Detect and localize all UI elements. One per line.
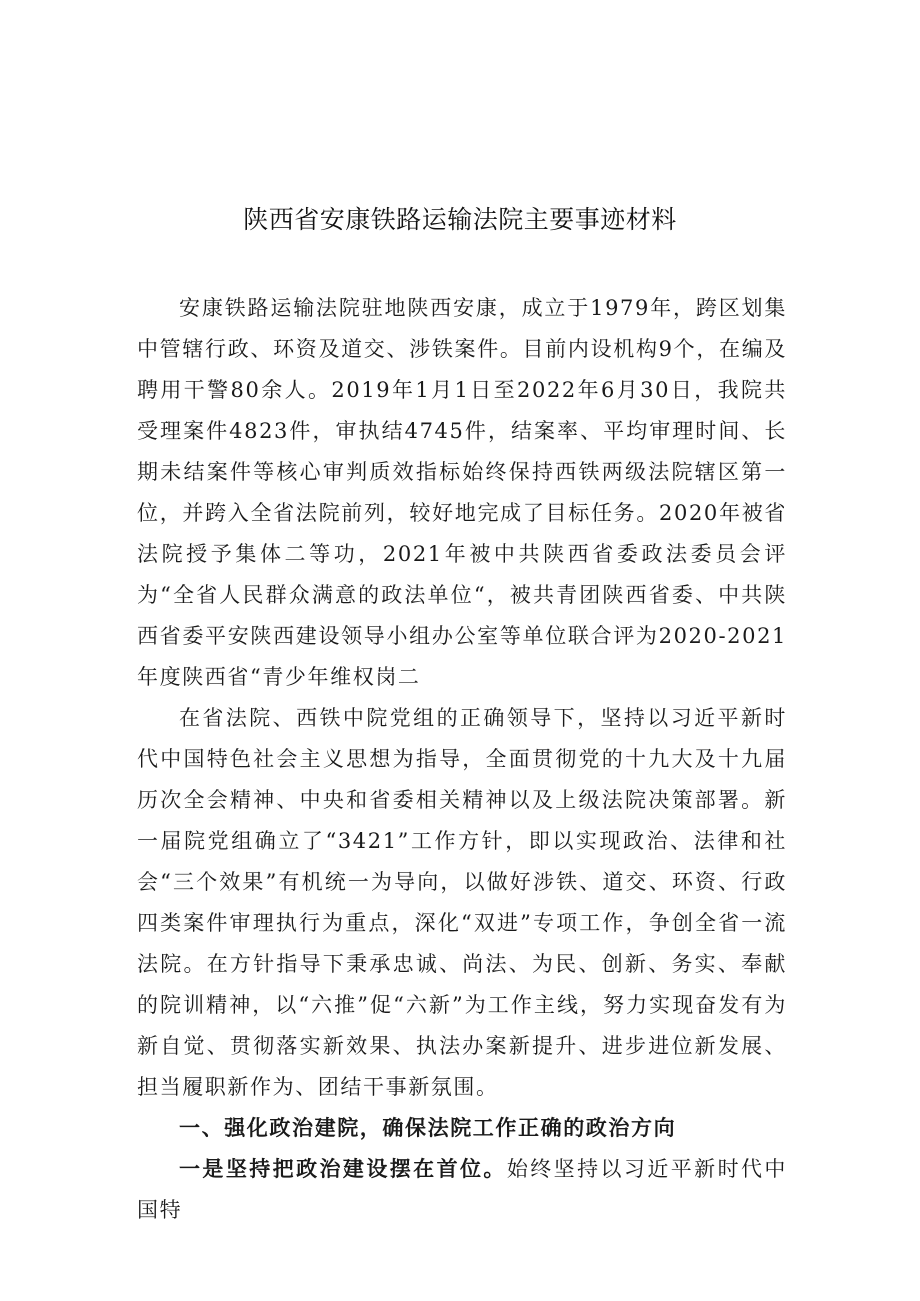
paragraph-text: 始终坚持以习近平新时代中国特 (137, 1157, 787, 1222)
paragraph-work-policy: 在省法院、西铁中院党组的正确领导下，坚持以习近平新时代中国特色社会主义思想为指导，全面贯彻党的十九大及十九届历次全会精神、中央和省委相关精神以及上级法院决策部署。新一届院党组确立了“3421”工作方针，即以实现政治、法律和社会“三个效果”有机统一为导向，以做好涉铁、道交、环资、行政四类案件审理执行为重点，深化“双进”专项工作，争创全省一流法院。在方针指导下秉承忠诚、尚法、为民、创新、务实、奉献的院训精神，以“六推”促“六新”为工作主线，努力实现奋发有为新自觉、贯彻落实新效果、执法办案新提升、进步进位新发展、担当履职新作为、团结干事新氛围。 (137, 706, 787, 1099)
document-body (137, 288, 787, 1231)
document-title: 陕西省安康铁路运输法院主要事迹材料 (243, 205, 677, 234)
paragraph-political-construction (137, 1149, 787, 1231)
section-heading: 一、强化政治建院，确保法院工作正确的政治方向 (179, 1116, 677, 1140)
paragraph-lead: 一是坚持把政治建设摆在首位。 (179, 1157, 507, 1181)
paragraph-court-overview: 安康铁路运输法院驻地陕西安康，成立于1979年，跨区划集中管辖行政、环资及道交、涉铁案件。目前内设机构9个，在编及聘用干警80余人。2019年1月1日至2022年6月30日，我院共受理案件4823件，审执结4745件，结案率、平均审理时间、长期未结案件等核心审判质效指标始终保持西铁两级法院辖区第一位，并跨入全省法院前列，较好地完成了目标任务。2020年被省法院授予集体二等功，2021年被中共陕西省委政法委员会评为“全省人民群众满意的政法单位“，被共青团陕西省委、中共陕西省委平安陕西建设领导小组办公室等单位联合评为2020-2021年度陕西省“青少年维权岗二 (137, 296, 787, 689)
